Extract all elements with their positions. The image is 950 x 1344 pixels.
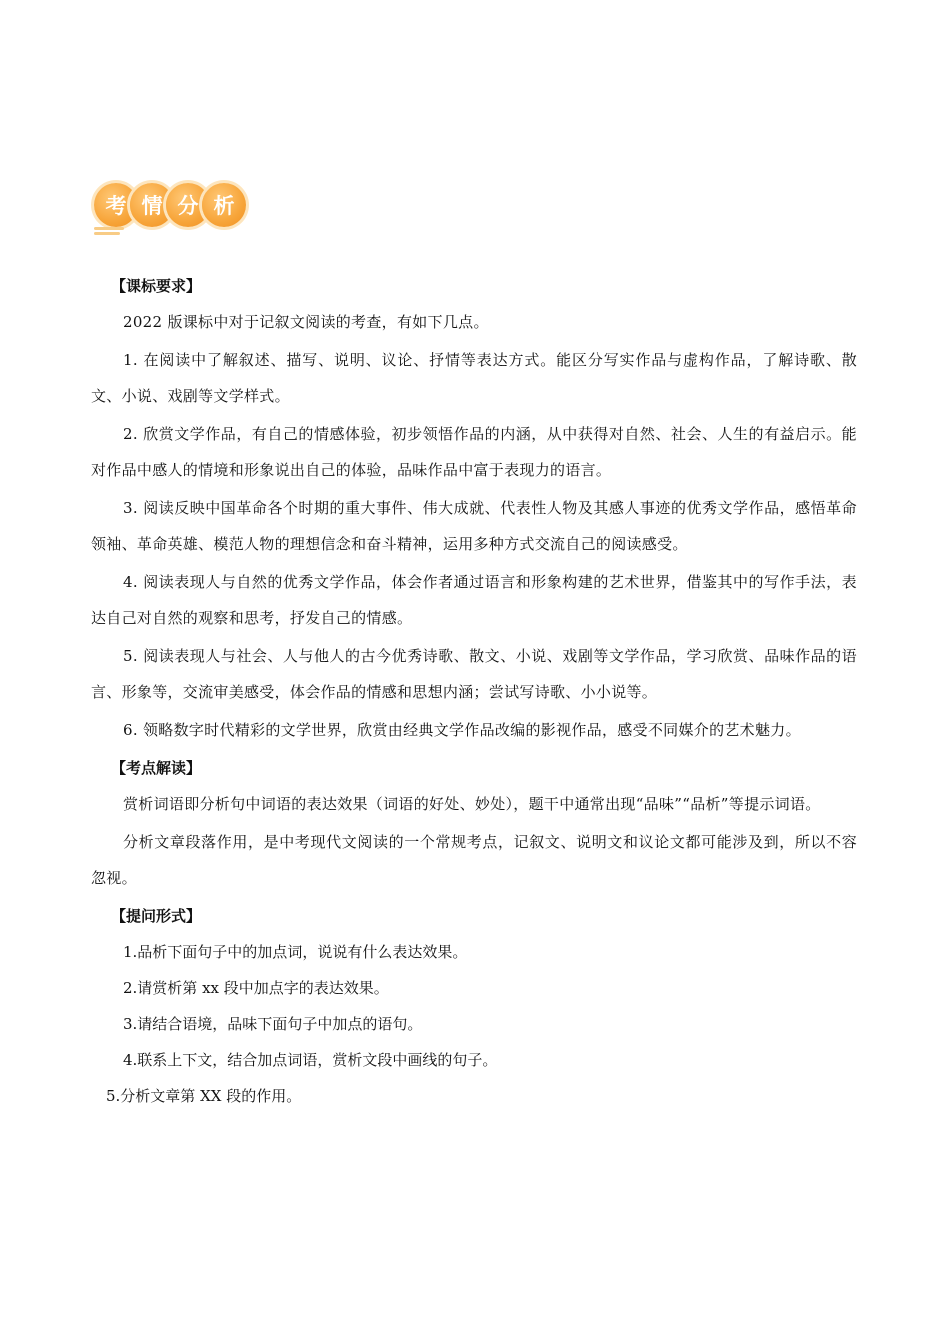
requirement-item: 5. 阅读表现人与社会、人与他人的古今优秀诗歌、散文、小说、戏剧等文学作品，学习欣赏、品味作品的语言、形象等，交流审美感受，体会作品的情感和思想内涵；尝试写诗歌、小小说等。 <box>91 647 857 701</box>
section-banner-exam-analysis <box>92 183 242 235</box>
requirement-item: 4. 阅读表现人与自然的优秀文学作品，体会作者通过语言和形象构建的艺术世界，借鉴其中的写作手法，表达自己对自然的观察和思考，抒发自己的情感。 <box>91 573 857 627</box>
question-form-item: 4.联系上下文，结合加点词语，赏析文段中画线的句子。 <box>123 1051 498 1069</box>
document-body <box>91 268 857 1114</box>
banner-badge: 析 <box>202 183 246 227</box>
question-form-item: 5.分析文章第 XX 段的作用。 <box>106 1087 302 1105</box>
banner-badge: 情 <box>130 183 174 227</box>
interpretation-paragraph: 分析文章段落作用，是中考现代文阅读的一个常规考点，记叙文、说明文和议论文都可能涉及到，所以不容忽视。 <box>91 833 857 887</box>
heading-question-forms: 【提问形式】 <box>111 907 202 925</box>
requirement-item: 2. 欣赏文学作品，有自己的情感体验，初步领悟作品的内涵，从中获得对自然、社会、人生的有益启示。能对作品中感人的情境和形象说出自己的体验，品味作品中富于表现力的语言。 <box>91 425 857 479</box>
question-form-item: 1.品析下面句子中的加点词，说说有什么表达效果。 <box>123 943 468 961</box>
requirements-intro: 2022 版课标中对于记叙文阅读的考查，有如下几点。 <box>123 313 489 331</box>
banner-underline <box>94 232 120 235</box>
question-form-item: 3.请结合语境，品味下面句子中加点的语句。 <box>123 1015 423 1033</box>
question-form-item: 2.请赏析第 xx 段中加点字的表达效果。 <box>123 979 389 997</box>
banner-badge: 考 <box>94 183 138 227</box>
requirement-item: 6. 领略数字时代精彩的文学世界，欣赏由经典文学作品改编的影视作品，感受不同媒介的艺术魅力。 <box>123 721 801 739</box>
heading-exam-point-interpretation: 【考点解读】 <box>111 759 202 777</box>
banner-badge: 分 <box>166 183 210 227</box>
requirement-item: 1. 在阅读中了解叙述、描写、说明、议论、抒情等表达方式。能区分写实作品与虚构作品，了解诗歌、散文、小说、戏剧等文学样式。 <box>91 351 857 405</box>
interpretation-paragraph: 赏析词语即分析句中词语的表达效果（词语的好处、妙处），题干中通常出现“品味”“品析”等提示词语。 <box>123 795 821 813</box>
requirement-item: 3. 阅读反映中国革命各个时期的重大事件、伟大成就、代表性人物及其感人事迹的优秀文学作品，感悟革命领袖、革命英雄、模范人物的理想信念和奋斗精神，运用多种方式交流自己的阅读感受。 <box>91 499 857 553</box>
heading-curriculum-requirements: 【课标要求】 <box>111 277 202 295</box>
banner-underline <box>94 227 124 230</box>
